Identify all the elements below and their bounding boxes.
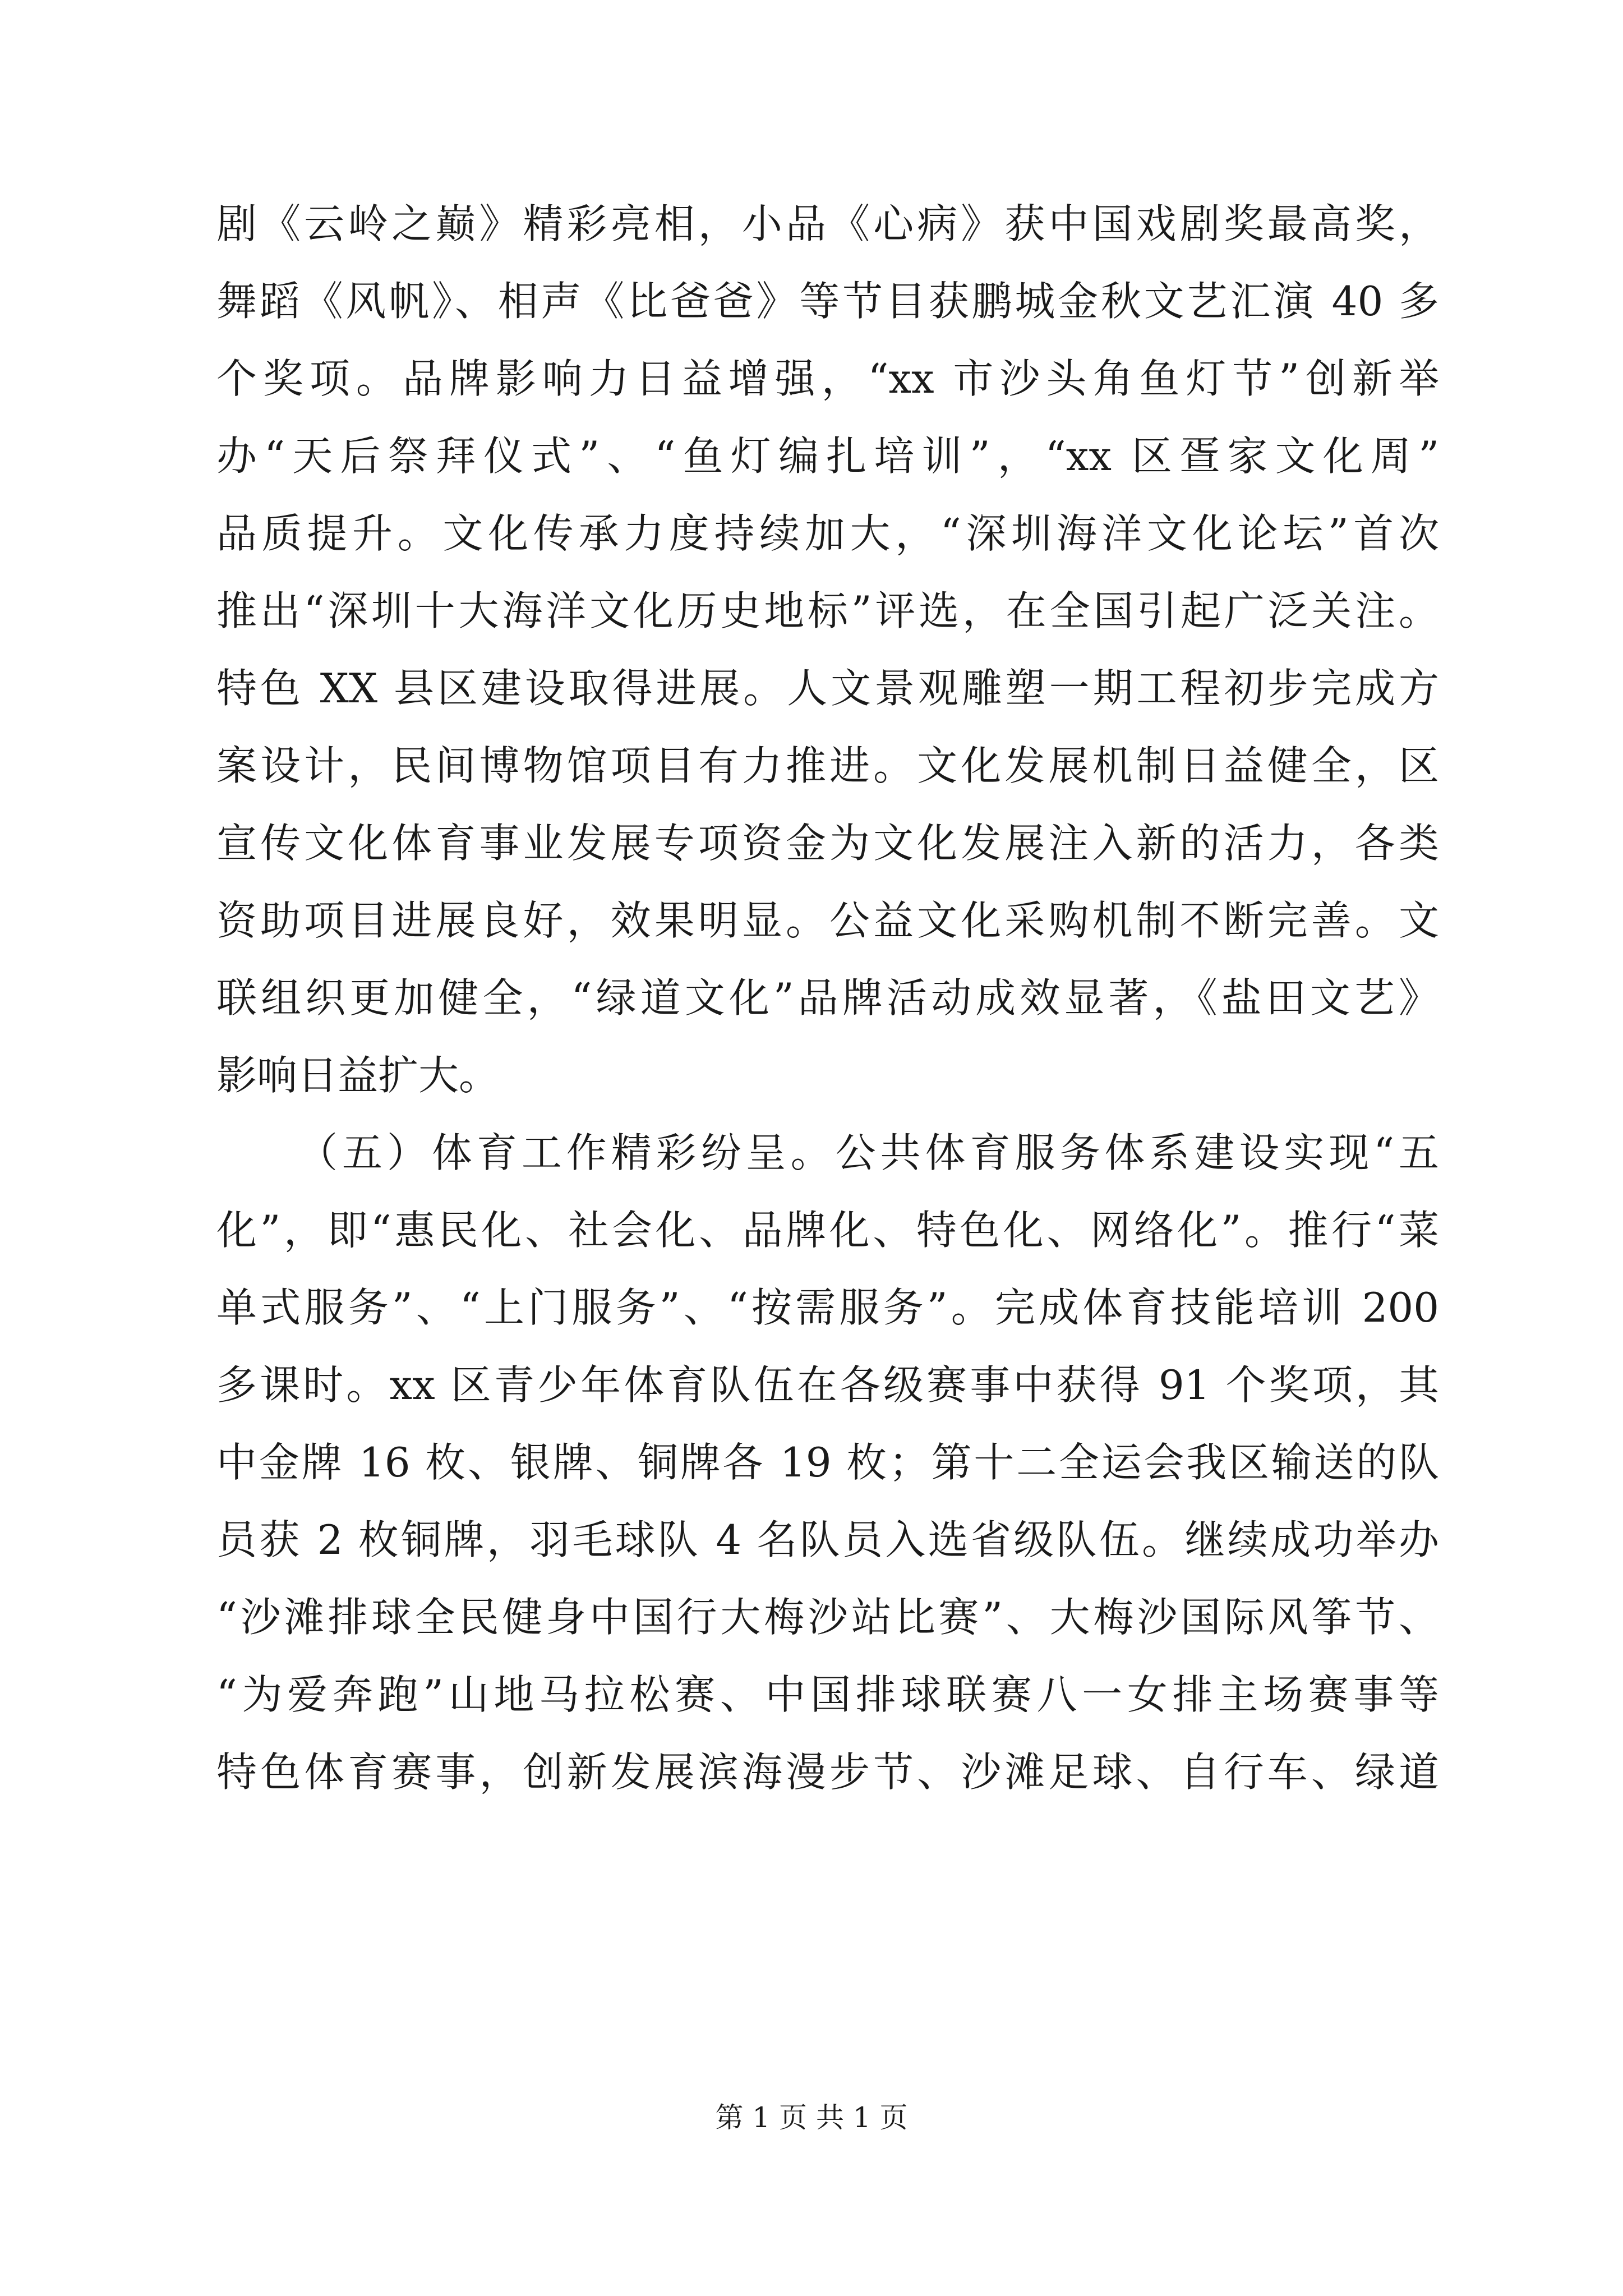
text-line: 特色体育赛事，创新发展滨海漫步节、沙滩足球、自行车、绿道 [216, 1749, 1439, 1796]
text-line: 推出“深圳十大海洋文化历史地标”评选，在全国引起广泛关注。 [216, 587, 1439, 634]
text-line: 宣传文化体育事业发展专项资金为文化发展注入新的活力，各类 [216, 820, 1439, 867]
text-line: 个奖项。品牌影响力日益增强，“xx 市沙头角鱼灯节”创新举 [216, 355, 1439, 402]
text-line: 中金牌 16 枚、银牌、铜牌各 19 枚；第十二全运会我区输送的队 [216, 1439, 1439, 1486]
text-line: 特色 XX 县区建设取得进展。人文景观雕塑一期工程初步完成方 [216, 665, 1439, 712]
text-line: 品质提升。文化传承力度持续加大，“深圳海洋文化论坛”首次 [216, 510, 1439, 557]
text-line: 多课时。xx 区青少年体育队伍在各级赛事中获得 91 个奖项，其 [216, 1361, 1439, 1409]
text-line: 案设计，民间博物馆项目有力推进。文化发展机制日益健全，区 [216, 742, 1439, 789]
text-line: 员获 2 枚铜牌，羽毛球队 4 名队员入选省级队伍。继续成功举办 [216, 1516, 1439, 1563]
text-line: 办“天后祭拜仪式”、“鱼灯编扎培训”，“xx 区疍家文化周” [216, 432, 1439, 480]
text-line: 剧《云岭之巅》精彩亮相，小品《心病》获中国戏剧奖最高奖， [216, 200, 1439, 247]
text-line: “沙滩排球全民健身中国行大梅沙站比赛”、大梅沙国际风筝节、 [216, 1594, 1439, 1641]
text-line: 资助项目进展良好，效果明显。公益文化采购机制不断完善。文 [216, 897, 1439, 944]
text-line: 联组织更加健全，“绿道文化”品牌活动成效显著，《盐田文艺》 [216, 974, 1439, 1022]
text-line: 化”，即“惠民化、社会化、品牌化、特色化、网络化”。推行“菜 [216, 1207, 1439, 1254]
document-body [216, 185, 1439, 1811]
text-line: （五）体育工作精彩纷呈。公共体育服务体系建设实现“五 [297, 1129, 1439, 1176]
text-line: 影响日益扩大。 [216, 1052, 500, 1099]
text-line: 单式服务”、“上门服务”、“按需服务”。完成体育技能培训 200 [216, 1284, 1439, 1331]
text-line: “为爱奔跑”山地马拉松赛、中国排球联赛八一女排主场赛事等 [216, 1671, 1439, 1718]
page-number-footer: 第 1 页 共 1 页 [715, 2101, 908, 2134]
text-line: 舞蹈《风帆》、相声《比爸爸》等节目获鹏城金秋文艺汇演 40 多 [216, 278, 1439, 325]
